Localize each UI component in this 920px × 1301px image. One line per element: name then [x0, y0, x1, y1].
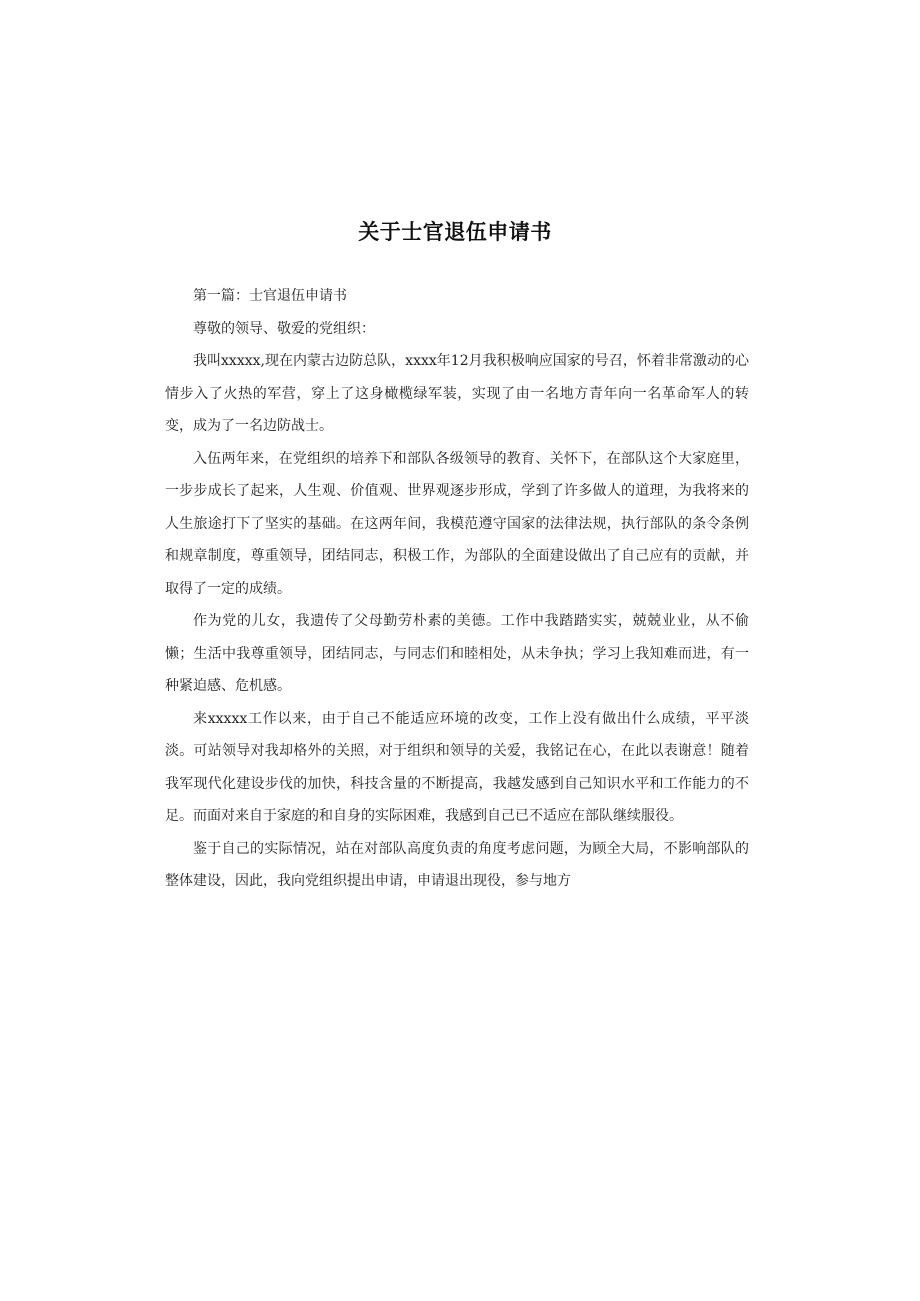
document-body — [165, 280, 749, 898]
paragraph-heading: 第一篇：士官退伍申请书 — [193, 288, 347, 304]
paragraph: 来xxxxx工作以来，由于自己不能适应环境的改变，工作上没有做出什么成绩，平平淡淡。可站领导对我却格外的关照，对于组织和领导的关爱，我铭记在心，在此以表谢意！随着我军现代化建设步伐的加快，科技含量的不断提高，我越发感到自己知识水平和工作能力的不足。而面对来自于家庭的和自身的实际困难，我感到自己已不适应在部队继续服役。 — [165, 710, 749, 824]
document-title: 关于士官退伍申请书 — [358, 220, 552, 244]
paragraph: 入伍两年来，在党组织的培养下和部队各级领导的教育、关怀下，在部队这个大家庭里，一步步成长了起来，人生观、价值观、世界观逐步形成，学到了许多做人的道理，为我将来的人生旅途打下了坚实的基础。在这两年间，我模范遵守国家的法律法规，执行部队的条令条例和规章制度，尊重领导，团结同志，积极工作，为部队的全面建设做出了自己应有的贡献，并取得了一定的成绩。 — [165, 450, 749, 597]
paragraph-salutation: 尊敬的领导、敬爱的党组织： — [193, 320, 375, 337]
paragraph: 我叫xxxxx,现在内蒙古边防总队，xxxx年12月我积极响应国家的号召，怀着非常激动的心情步入了火热的军营，穿上了这身橄榄绿军装，实现了由一名地方青年向一名革命军人的转变，成为了一名边防战士。 — [165, 353, 749, 434]
paragraph: 鉴于自己的实际情况，站在对部队高度负责的角度考虑问题，为顾全大局，不影响部队的整体建设，因此，我向党组织提出申请，申请退出现役，参与地方 — [165, 840, 749, 889]
paragraph: 作为党的儿女，我遗传了父母勤劳朴素的美德。工作中我踏踏实实，兢兢业业，从不偷懒；生活中我尊重领导，团结同志，与同志们和睦相处，从未争执；学习上我知难而进，有一种紧迫感、危机感。 — [165, 613, 749, 694]
